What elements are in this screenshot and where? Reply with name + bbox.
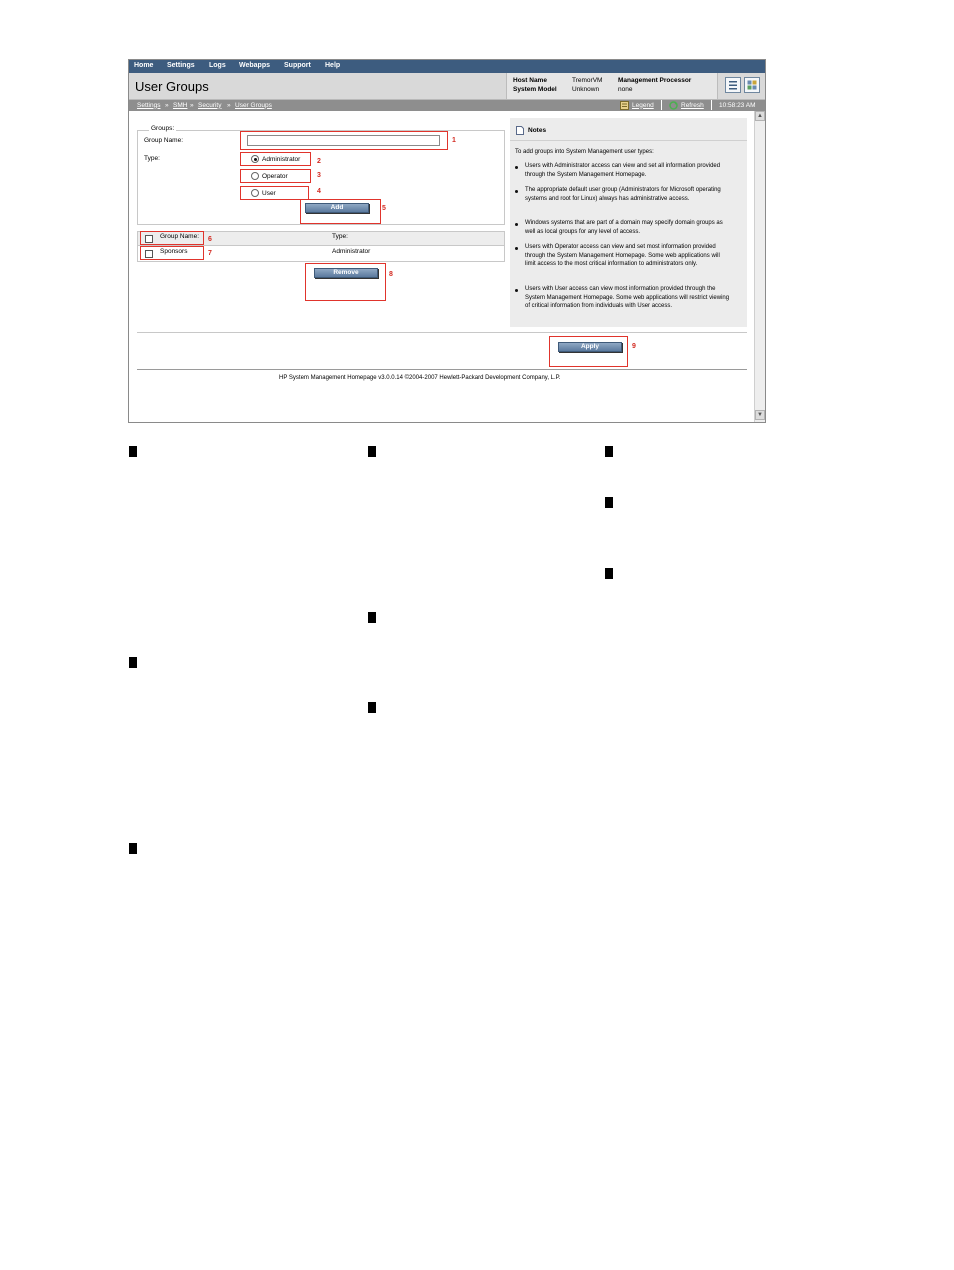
top-nav: [129, 60, 765, 73]
breadcrumb-smh[interactable]: SMH: [173, 101, 188, 109]
apply-button[interactable]: Apply: [558, 342, 622, 352]
list-view-button[interactable]: [725, 77, 741, 93]
mgmt-processor-value: none: [618, 86, 633, 93]
footer-divider: [137, 369, 747, 370]
system-model-label: System Model: [513, 86, 557, 93]
group-name-input[interactable]: [247, 135, 440, 146]
grid-view-icon: [745, 78, 759, 92]
radio-operator-label: Operator: [262, 173, 288, 180]
nav-home[interactable]: Home: [134, 62, 154, 69]
type-label: Type:: [144, 155, 160, 162]
legend-link[interactable]: Legend: [632, 101, 654, 109]
select-all-checkbox[interactable]: [145, 235, 153, 243]
nav-support[interactable]: Support: [284, 62, 311, 69]
breadcrumb-security[interactable]: Security: [198, 101, 222, 109]
bullet-icon: [515, 223, 518, 226]
table-header-group-name: Group Name:: [160, 233, 200, 240]
title-bar: [129, 73, 765, 100]
marker-square: [368, 702, 376, 713]
callout-number-4: 4: [317, 188, 321, 195]
callout-number-5: 5: [382, 205, 386, 212]
radio-administrator[interactable]: [251, 155, 259, 163]
notes-header: [510, 118, 747, 141]
callout-number-9: 9: [632, 343, 636, 350]
callout-number-1: 1: [452, 137, 456, 144]
groups-legend: Groups:: [151, 125, 175, 132]
scroll-up-icon[interactable]: ▲: [755, 111, 765, 121]
marker-square: [129, 657, 137, 668]
radio-operator[interactable]: [251, 172, 259, 180]
add-button[interactable]: Add: [305, 203, 369, 213]
refresh-icon: [669, 101, 678, 110]
radio-administrator-label: Administrator: [262, 156, 301, 163]
nav-logs[interactable]: Logs: [209, 62, 226, 69]
mgmt-processor-label: Management Processor: [618, 77, 692, 84]
host-name-value: TremorVM: [572, 77, 603, 84]
vertical-scrollbar[interactable]: [754, 111, 765, 422]
notes-bullet-4: Users with Operator access can view and set most information provided through the System Management Homepage. Some web applications will limit access to the most critical information to administrators only.: [525, 244, 720, 268]
radio-user[interactable]: [251, 189, 259, 197]
row-group-name: Sponsors: [160, 248, 188, 255]
table-header-type: Type:: [332, 233, 348, 240]
notes-bullet-2: The appropriate default user group (Administrators for Microsoft operating systems and root for Linux) always has administrative access.: [525, 187, 721, 202]
smh-window: [128, 59, 766, 423]
breadcrumb-settings[interactable]: Settings: [137, 101, 161, 109]
breadcrumb-user-groups[interactable]: User Groups: [235, 101, 272, 109]
marker-square: [605, 568, 613, 579]
callout-number-6: 6: [208, 236, 212, 243]
bullet-icon: [515, 247, 518, 250]
footer-copyright: HP System Management Homepage v3.0.0.14 ©2004-2007 Hewlett-Packard Development Company, L.P.: [279, 375, 561, 381]
grid-view-button[interactable]: [744, 77, 760, 93]
breadcrumb-separator: »: [190, 101, 194, 109]
nav-settings[interactable]: Settings: [167, 62, 195, 69]
current-time: 10:58:23 AM: [719, 101, 756, 109]
marker-square: [605, 497, 613, 508]
callout-number-8: 8: [389, 271, 393, 278]
notes-intro: To add groups into System Management user types:: [515, 149, 654, 155]
row-group-type: Administrator: [332, 248, 371, 255]
breadcrumb-separator: »: [227, 101, 231, 109]
bullet-icon: [515, 289, 518, 292]
host-info-panel: [506, 73, 718, 99]
marker-square: [368, 612, 376, 623]
notes-bullet-5: Users with User access can view most information provided through the System Management Homepage. Some web applications will restrict viewing of critical information from individuals with User access.: [525, 286, 730, 310]
refresh-link[interactable]: Refresh: [681, 101, 704, 109]
scroll-down-icon[interactable]: ▼: [755, 410, 765, 420]
notes-panel: [510, 118, 747, 327]
marker-square: [129, 843, 137, 854]
marker-square: [605, 446, 613, 457]
row-checkbox-sponsors[interactable]: [145, 250, 153, 258]
group-name-label: Group Name:: [144, 137, 184, 144]
page-title: User Groups: [135, 79, 209, 94]
bullet-icon: [515, 166, 518, 169]
nav-webapps[interactable]: Webapps: [239, 62, 270, 69]
notes-bullet-3: Windows systems that are part of a domain may specify domain groups as well as local groups for any level of access.: [525, 220, 723, 235]
divider: [137, 332, 747, 333]
nav-help[interactable]: Help: [325, 62, 341, 69]
callout-number-3: 3: [317, 172, 321, 179]
marker-square: [129, 446, 137, 457]
legend-icon: [620, 101, 629, 110]
breadcrumb: [129, 100, 765, 111]
callout-number-7: 7: [208, 250, 212, 257]
list-view-icon: [726, 78, 740, 92]
breadcrumb-separator: »: [165, 101, 169, 109]
callout-number-2: 2: [317, 158, 321, 165]
notes-bullet-1: Users with Administrator access can view and set all information provided through the System Management Homepage.: [525, 163, 721, 178]
remove-button[interactable]: Remove: [314, 268, 378, 278]
radio-user-label: User: [262, 190, 276, 197]
system-model-value: Unknown: [572, 86, 600, 93]
notes-icon: [516, 126, 524, 135]
host-name-label: Host Name: [513, 77, 547, 84]
marker-square: [368, 446, 376, 457]
notes-title: Notes: [528, 127, 547, 134]
bullet-icon: [515, 190, 518, 193]
